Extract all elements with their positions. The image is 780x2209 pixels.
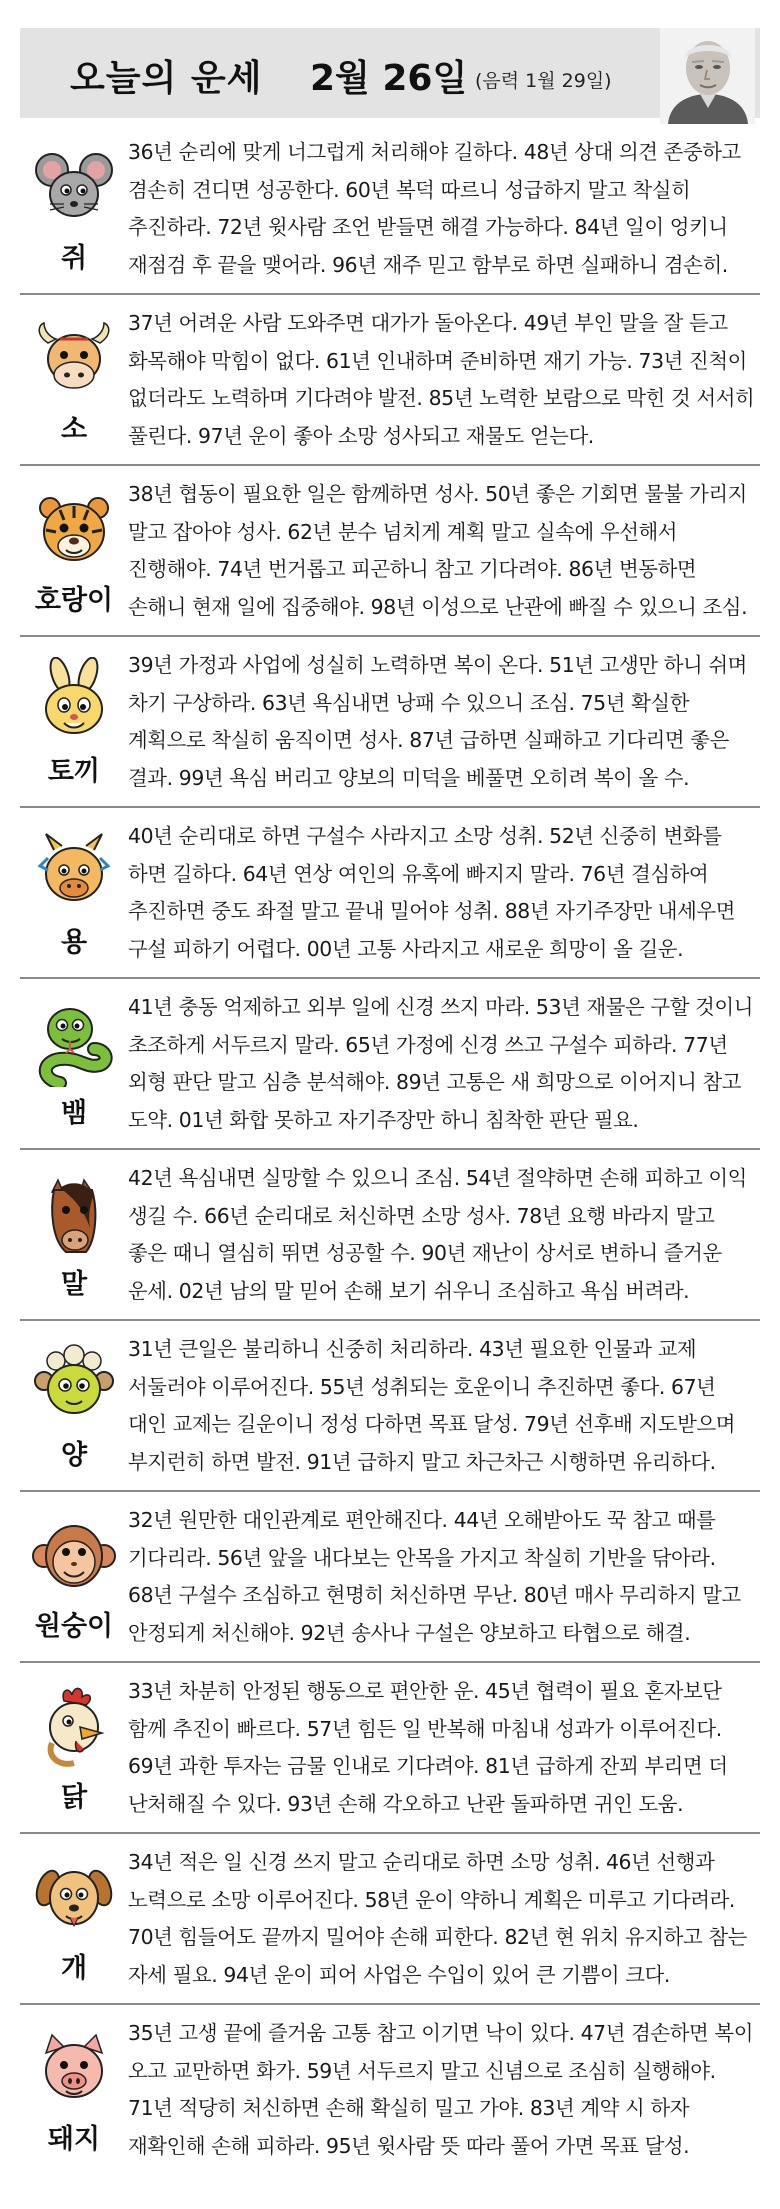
zodiac-animal — [20, 979, 128, 1148]
zodiac-row-pig — [20, 2005, 760, 2174]
zodiac-row-ox — [20, 295, 760, 466]
zodiac-row-horse — [20, 1150, 760, 1321]
fortune-text: 34년 적은 일 신경 쓰지 말고 순리대로 하면 소망 성취. 46년 선행과 노력으로 소망 이루어진다. 58년 운이 약하니 계획은 미루고 기다려라. 70년 힘들어도 끝까지 밀어야 손해 피한다. 82년 현 위치 유지하고 참는 자세 필요. 94년 운이 피어 사업은 수입이 있어 큰 기쁨이 크다. — [128, 1850, 747, 1987]
zodiac-name: 돼지 — [47, 2124, 101, 2155]
snake-icon — [30, 999, 118, 1087]
fortune-text: 38년 협동이 필요한 일은 함께하면 성사. 50년 좋은 기회면 물불 가리지 말고 잡아야 성사. 62년 분수 넘치게 계획 말고 실속에 우선해서 진행해야. 74년 번거롭고 피곤하니 참고 기다려야. 86년 변동하면 손해니 현재 일에 집중해야. 98년 이성으로 난관에 빠질 수 있으니 조심. — [128, 482, 748, 619]
dog-icon — [30, 1854, 118, 1942]
zodiac-list — [20, 124, 760, 2174]
zodiac-row-rabbit — [20, 637, 760, 808]
zodiac-row-dragon — [20, 808, 760, 979]
fortune-text: 37년 어려운 사람 도와주면 대가가 돌아온다. 49년 부인 말을 잘 듣고 화목해야 막힘이 없다. 61년 인내하며 준비하면 재기 가능. 73년 진척이 없더라도 노력하며 기다려야 발전. 85년 노력한 보람으로 막힌 것 서서히 풀린다. 97년 운이 좋아 소망 성사되고 재물도 얻는다. — [128, 311, 755, 448]
zodiac-row-tiger — [20, 466, 760, 637]
zodiac-animal — [20, 295, 128, 464]
zodiac-name: 닭 — [60, 1782, 88, 1813]
zodiac-row-snake — [20, 979, 760, 1150]
dragon-icon — [30, 828, 118, 916]
fortune-text: 31년 큰일은 불리하니 신중히 처리하라. 43년 필요한 인물과 교제 서둘러야 이루어진다. 55년 성취되는 호운이니 추진하면 좋다. 67년 대인 교제는 길운이니 정성 다하면 목표 달성. 79년 선후배 지도받으며 부지런히 하면 발전. 91년 급하지 말고 차근차근 시행하면 유리하다. — [128, 1337, 735, 1474]
zodiac-animal — [20, 1834, 128, 2003]
zodiac-name: 말 — [60, 1269, 88, 1300]
ox-icon — [30, 315, 118, 403]
lunar-date-label: (음력 1월 29일) — [475, 70, 612, 92]
zodiac-name: 개 — [60, 1953, 88, 1984]
zodiac-name: 원숭이 — [34, 1611, 114, 1642]
tiger-icon — [30, 486, 118, 574]
fortune-text: 35년 고생 끝에 즐거움 고통 참고 이기면 낙이 있다. 47년 겸손하면 복이 오고 교만하면 화가. 59년 서두르지 말고 신념으로 조심히 실행해야. 71년 적당히 처신하면 손해 확실히 밀고 가야. 83년 계약 시 하자 재확인해 손해 피하라. 95년 윗사람 뜻 따라 풀어 가면 목표 달성. — [128, 2021, 754, 2158]
page-title: 오늘의 운세 — [70, 58, 263, 99]
date-label: 2월 26일 — [310, 58, 468, 99]
zodiac-row-sheep — [20, 1321, 760, 1492]
zodiac-name: 소 — [60, 414, 88, 445]
fortune-text: 41년 충동 억제하고 외부 일에 신경 쓰지 마라. 53년 재물은 구할 것이니 초조하게 서두르지 말라. 65년 가정에 신경 쓰고 구설수 피하라. 77년 외형 판단 말고 심층 분석해야. 89년 고통은 새 희망으로 이어지니 참고 도약. 01년 화합 못하고 자기주장만 하니 침착한 판단 필요. — [128, 995, 754, 1132]
rooster-icon — [30, 1683, 118, 1771]
zodiac-animal — [20, 637, 128, 806]
zodiac-animal — [20, 1663, 128, 1832]
rabbit-icon — [30, 657, 118, 745]
zodiac-name: 용 — [60, 927, 88, 958]
zodiac-animal — [20, 124, 128, 293]
fortune-text: 36년 순리에 맞게 너그럽게 처리해야 길하다. 48년 상대 의견 존중하고 겸손히 견디면 성공한다. 60년 복덕 따르니 성급하지 말고 착실히 추진하라. 72년 윗사람 조언 받들면 해결 가능하다. 84년 일이 엉키니 재점검 후 끝을 맺어라. 96년 재주 믿고 함부로 하면 실패하니 겸손히. — [128, 140, 741, 277]
rat-icon — [30, 144, 118, 232]
fortune-text: 40년 순리대로 하면 구설수 사라지고 소망 성취. 52년 신중히 변화를 하면 길하다. 64년 연상 여인의 유혹에 빠지지 말라. 76년 결심하여 추진하면 중도 좌절 말고 끝내 밀어야 성취. 88년 자기주장만 내세우면 구설 피하기 어렵다. 00년 고통 사라지고 새로운 희망이 올 길운. — [128, 824, 735, 961]
fortune-text: 39년 가정과 사업에 성실히 노력하면 복이 온다. 51년 고생만 하니 쉬며 차기 구상하라. 63년 욕심내면 낭패 수 있으니 조심. 75년 확실한 계획으로 착실히 움직이면 성사. 87년 급하면 실패하고 기다리면 좋은 결과. 99년 욕심 버리고 양보의 미덕을 베풀면 오히려 복이 올 수. — [128, 653, 747, 790]
horse-icon — [30, 1170, 118, 1258]
pig-icon — [30, 2025, 118, 2113]
zodiac-name: 뱀 — [60, 1098, 88, 1129]
fortune-text: 33년 차분히 안정된 행동으로 편안한 운. 45년 협력이 필요 혼자보단 함께 추진이 빠르다. 57년 힘든 일 반복해 마침내 성과가 이루어진다. 69년 과한 투자는 금물 인내로 기다려야. 81년 급하게 잔꾀 부리면 더 난처해질 수 있다. 93년 손해 각오하고 난관 돌파하면 귀인 도움. — [128, 1679, 728, 1816]
zodiac-row-dog — [20, 1834, 760, 2005]
sheep-icon — [30, 1341, 118, 1429]
header-bar — [20, 28, 760, 118]
fortune-text: 32년 원만한 대인관계로 편안해진다. 44년 오해받아도 꾹 참고 때를 기다리라. 56년 앞을 내다보는 안목을 가지고 착실히 기반을 닦아라. 68년 구설수 조심하고 현명히 처신하면 무난. 80년 매사 무리하지 말고 안정되게 처신해야. 92년 송사나 구설은 양보하고 타협으로 해결. — [128, 1508, 741, 1645]
author-photo — [660, 28, 755, 124]
zodiac-animal — [20, 2005, 128, 2174]
zodiac-name: 호랑이 — [34, 585, 114, 616]
zodiac-animal — [20, 1150, 128, 1319]
zodiac-row-rooster — [20, 1663, 760, 1834]
zodiac-name: 양 — [60, 1440, 88, 1471]
zodiac-name: 토끼 — [47, 756, 101, 787]
zodiac-row-rat — [20, 124, 760, 295]
zodiac-animal — [20, 1321, 128, 1490]
zodiac-animal — [20, 808, 128, 977]
monkey-icon — [30, 1512, 118, 1600]
zodiac-name: 쥐 — [60, 243, 88, 274]
zodiac-animal — [20, 1492, 128, 1661]
zodiac-animal — [20, 466, 128, 635]
zodiac-row-monkey — [20, 1492, 760, 1663]
fortune-text: 42년 욕심내면 실망할 수 있으니 조심. 54년 절약하면 손해 피하고 이익 생길 수. 66년 순리대로 처신하면 소망 성사. 78년 요행 바라지 말고 좋은 때니 열심히 뛰면 성공할 수. 90년 재난이 상서로 변하니 즐거운 운세. 02년 남의 말 믿어 손해 보기 쉬우니 조심하고 욕심 버려라. — [128, 1166, 747, 1303]
